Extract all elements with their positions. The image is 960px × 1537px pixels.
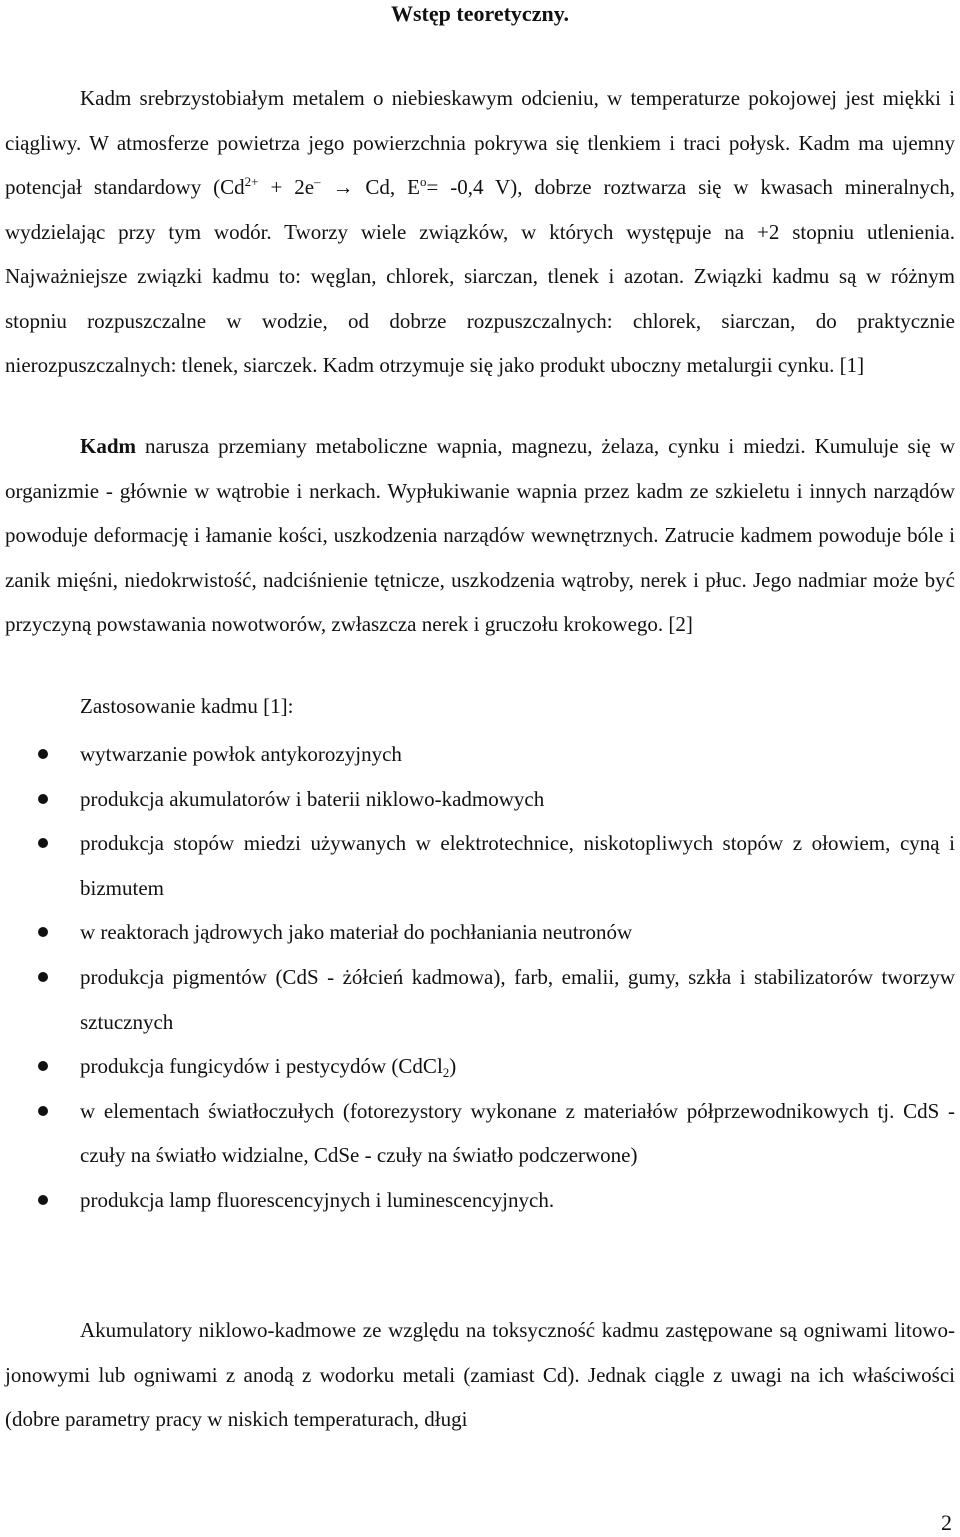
list-item-text: produkcja pigmentów (CdS - żółcień kadmowa), farb, emalii, gumy, szkła i stabilizatorów tworzyw sztucznych	[80, 964, 955, 1034]
list-item-text: produkcja stopów miedzi używanych w elektrotechnice, niskotopliwych stopów z ołowiem, cyną i bizmutem	[80, 831, 955, 900]
text: Zastosowanie kadmu [1]:	[80, 694, 294, 718]
bullet-icon	[38, 972, 48, 982]
list-heading	[5, 684, 955, 729]
paragraph-cadmium-toxicity	[5, 424, 955, 647]
list-item-text: wytwarzanie powłok antykorozyjnych	[80, 742, 402, 766]
bullet-icon	[38, 927, 48, 937]
list-item	[0, 1089, 960, 1178]
text: → Cd, E	[320, 175, 420, 199]
list-item-text: produkcja fungicydów i pestycydów (CdCl	[80, 1054, 443, 1079]
bullet-icon	[38, 749, 48, 759]
list-item-text: w elementach światłoczułych (fotorezystory wykonane z materiałów półprzewodnikowych tj. CdS - czuły na światło widzialne, CdSe - czuły na światło podczerwone)	[80, 1098, 955, 1168]
paragraph-nicd-batteries	[5, 1308, 955, 1442]
superscript: –	[314, 174, 321, 189]
bullet-icon	[38, 1061, 48, 1071]
text: narusza przemiany metaboliczne wapnia, magnezu, żelaza, cynku i miedzi. Kumuluje się w organizmie - głównie w wątrobie i nerkach. Wypłukiwanie wapnia przez kadm ze szkieletu i innych narządów powoduje deformację i łamanie kości, uszkodzenia narządów wewnętrznych. Zatrucie kadmem powoduje bóle i zanik mięśni, niedokrwistość, nadciśnienie tętnicze, uszkodzenia wątroby, nerek i płuc. Jego nadmiar może być przyczyną powstawania nowotworów, zwłaszcza nerek i gruczołu krokowego. [2]	[5, 434, 955, 636]
bullet-icon	[38, 1106, 48, 1116]
list-item	[0, 777, 960, 822]
paragraph-cadmium-properties	[5, 76, 955, 388]
bullet-icon	[38, 1195, 48, 1205]
bullet-icon	[38, 838, 48, 848]
list-item	[0, 1044, 960, 1089]
bold-term: Kadm	[80, 434, 137, 458]
applications-list	[0, 732, 960, 1223]
bullet-icon	[38, 794, 48, 804]
list-item-text: )	[449, 1054, 457, 1079]
text: Akumulatory niklowo-kadmowe ze względu na toksyczność kadmu zastępowane są ogniwami litowo-jonowymi lub ogniwami z anodą z wodorku metali (zamiast Cd). Jednak ciągle z uwagi na ich właściwości (dobre parametry pracy w niskich temperaturach, długi	[5, 1318, 955, 1431]
list-item-text: produkcja lamp fluorescencyjnych i luminescencyjnych.	[80, 1187, 555, 1212]
section-title: Wstęp teoretyczny.	[391, 1, 569, 26]
list-item	[0, 821, 960, 910]
page-number: 2	[941, 1510, 952, 1535]
superscript: 2+	[244, 174, 259, 189]
list-item	[0, 910, 960, 955]
list-item-text: produkcja akumulatorów i baterii niklowo-kadmowych	[80, 786, 545, 811]
superscript: o	[419, 174, 427, 189]
subscript: 2	[442, 1065, 450, 1081]
list-item	[0, 1178, 960, 1223]
text: Kadm srebrzystobiałym metalem o niebieskawym odcieniu, w temperaturze pokojowej jest miękki i ciągliwy. W atmosferze powietrza jego powierzchnia pokrywa się tlenkiem i traci połysk. Kadm ma ujemny potencjał standardowy (Cd	[5, 86, 955, 199]
list-item	[0, 955, 960, 1044]
text: = -0,4 V), dobrze roztwarza się w kwasach mineralnych, wydzielając przy tym wodór. Tworzy wiele związków, w których występuje na +2 stopniu utlenienia. Najważniejsze związki kadmu to: węglan, chlorek, siarczan, tlenek i azotan. Związki kadmu są w różnym stopniu rozpuszczalne w wodzie, od dobrze rozpuszczalnych: chlorek, siarczan, do praktycznie nierozpuszczalnych: tlenek, siarczek. Kadm otrzymuje się jako produkt uboczny metalurgii cynku. [1]	[5, 175, 955, 377]
text: + 2e	[258, 175, 315, 199]
list-item	[0, 732, 960, 777]
list-item-text: w reaktorach jądrowych jako materiał do pochłaniania neutronów	[80, 920, 633, 945]
